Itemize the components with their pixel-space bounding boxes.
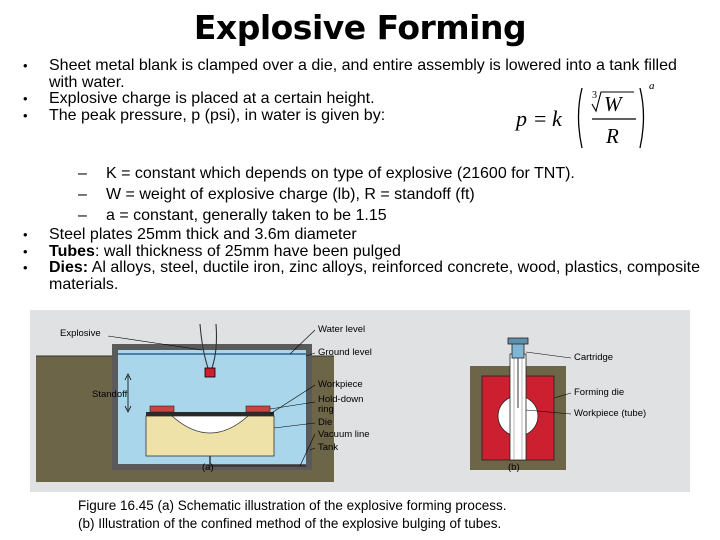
bullet-bold: Dies:: [49, 259, 89, 276]
label-vacuum-line: Vacuum line: [318, 429, 370, 440]
formula-R: R: [606, 124, 619, 148]
label-ground-level: Ground level: [318, 347, 372, 358]
bullet-text: Steel plates 25mm thick and 3.6m diameter: [49, 226, 357, 243]
figure-caption: [78, 497, 506, 533]
formula-root-index: 3: [592, 90, 597, 101]
sub-bullet-list: [78, 163, 575, 226]
formula-p: p: [516, 106, 527, 131]
panel-label-b: (b): [508, 462, 520, 473]
explosive-charge: [205, 368, 215, 377]
label-die: Die: [318, 417, 333, 428]
caption-line: Figure 16.45 (a) Schematic illustration of the explosive forming process.: [78, 498, 507, 513]
label-standoff: Standoff: [92, 389, 128, 400]
formula-equals: =: [534, 106, 547, 131]
label-forming-die: Forming die: [574, 387, 625, 398]
label-explosive: Explosive: [60, 328, 101, 339]
label-workpiece-tube: Workpiece (tube): [574, 408, 647, 419]
bullet-item: [18, 227, 708, 244]
label-cartridge: Cartridge: [574, 352, 614, 363]
bullet-list-bottom: [18, 227, 708, 293]
caption-line: (b) Illustration of the confined method of the explosive bulging of tubes.: [78, 516, 502, 531]
formula-W: W: [604, 92, 622, 116]
bullet-item: [18, 260, 708, 293]
label-hold-down-ring: ring: [318, 404, 334, 415]
bullet-text: : wall thickness of 25mm have been pulged: [94, 242, 401, 260]
label-tank: Tank: [318, 442, 339, 453]
sub-bullet-item: – W = weight of explosive charge (lb), R = standoff (ft): [78, 184, 575, 205]
sub-bullet-item: – K = constant which depends on type of explosive (21600 for TNT).: [78, 163, 575, 184]
bullet-item: • The peak pressure, p (psi), in water is given by:: [18, 108, 688, 125]
bullet-item: • Sheet metal blank is clamped over a die, and entire assembly is lowered into a tank filled with water.: [18, 58, 688, 91]
page-title: Explosive Forming: [193, 8, 527, 47]
bullet-text: Al alloys, steel, ductile iron, zinc alloys, reinforced concrete, wood, plastics, composite materials.: [49, 259, 700, 293]
bullet-item: [18, 244, 708, 261]
bullet-bold: Tubes: [49, 242, 95, 260]
panel-label-a: (a): [202, 462, 214, 473]
formula-k: k: [552, 106, 562, 131]
hold-down-ring-right: [246, 406, 270, 412]
formula-exponent: a: [649, 80, 655, 92]
workpiece: [146, 412, 274, 416]
label-hold-down: Hold-down: [318, 394, 364, 405]
peak-pressure-formula: [512, 78, 662, 156]
hold-down-ring-left: [150, 406, 174, 412]
sub-bullet-item: – a = constant, generally taken to be 1.15: [78, 205, 575, 226]
label-workpiece: Workpiece: [318, 379, 363, 390]
explosive-forming-figure: [30, 310, 690, 492]
label-water-level: Water level: [318, 324, 366, 335]
bullet-item: • Explosive charge is placed at a certain height.: [18, 91, 688, 108]
